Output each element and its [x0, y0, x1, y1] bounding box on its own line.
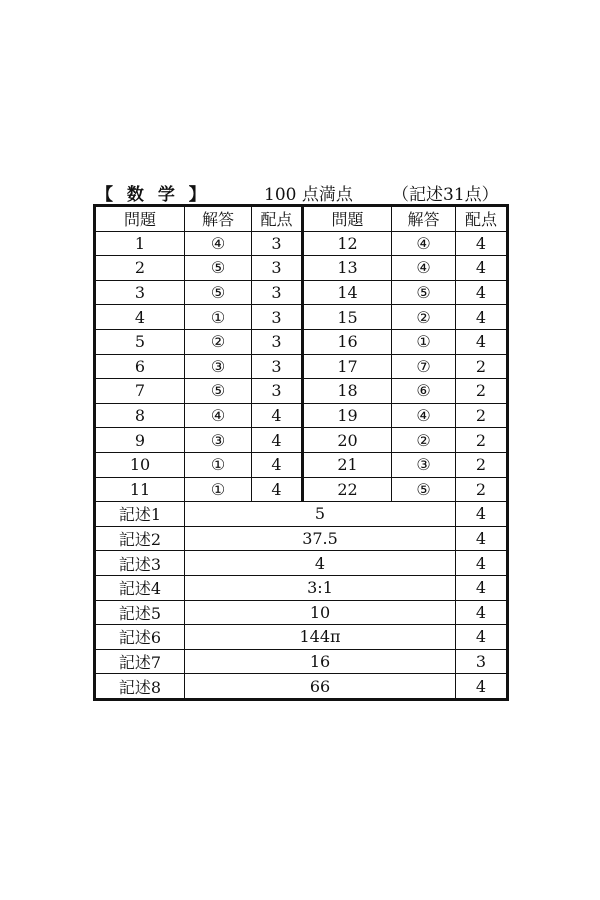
table-row — [95, 452, 508, 477]
descriptive-row — [95, 625, 508, 650]
points-value: 2 — [456, 477, 508, 502]
points-value: 4 — [456, 674, 508, 700]
points-value: 2 — [456, 379, 508, 404]
descriptive-answer: 10 — [185, 600, 456, 625]
answer-key-header — [96, 180, 506, 204]
answer-choice: ④ — [185, 231, 252, 256]
header-row — [95, 206, 508, 232]
descriptive-label: 記述4 — [95, 575, 185, 600]
table-row — [95, 477, 508, 502]
points-value: 3 — [252, 329, 303, 354]
question-number: 19 — [303, 403, 392, 428]
points-value: 4 — [456, 551, 508, 576]
points-value: 4 — [252, 452, 303, 477]
table-row — [95, 354, 508, 379]
question-number: 12 — [303, 231, 392, 256]
question-number: 15 — [303, 305, 392, 330]
descriptive-answer: 66 — [185, 674, 456, 700]
points-value: 4 — [456, 231, 508, 256]
answer-choice: ⑤ — [392, 477, 456, 502]
points-value: 4 — [456, 502, 508, 527]
answer-choice: ② — [392, 428, 456, 453]
question-number: 5 — [95, 329, 185, 354]
descriptive-row — [95, 649, 508, 674]
points-value: 4 — [456, 575, 508, 600]
descriptive-answer: 3:1 — [185, 575, 456, 600]
answer-choice: ① — [185, 452, 252, 477]
points-value: 3 — [252, 280, 303, 305]
descriptive-label: 記述3 — [95, 551, 185, 576]
table-row — [95, 403, 508, 428]
subject-title: 【 数 学 】 — [96, 185, 210, 205]
question-number: 16 — [303, 329, 392, 354]
descriptive-row — [95, 575, 508, 600]
total-score: 100 点満点 — [264, 185, 353, 205]
points-value: 4 — [456, 280, 508, 305]
table-row — [95, 305, 508, 330]
answer-choice: ① — [392, 329, 456, 354]
descriptive-answer: 16 — [185, 649, 456, 674]
answer-choice: ⑤ — [185, 256, 252, 281]
answer-choice: ④ — [185, 403, 252, 428]
answer-choice: ⑥ — [392, 379, 456, 404]
question-number: 8 — [95, 403, 185, 428]
points-value: 2 — [456, 428, 508, 453]
question-number: 2 — [95, 256, 185, 281]
descriptive-score: （記述31点） — [392, 185, 499, 205]
points-value: 4 — [252, 428, 303, 453]
answer-choice: ① — [185, 305, 252, 330]
answer-choice: ② — [392, 305, 456, 330]
col-points: 配点 — [456, 206, 508, 232]
answer-choice: ⑤ — [185, 280, 252, 305]
table-row — [95, 379, 508, 404]
points-value: 3 — [252, 305, 303, 330]
points-value: 4 — [456, 625, 508, 650]
points-value: 2 — [456, 354, 508, 379]
question-number: 1 — [95, 231, 185, 256]
question-number: 14 — [303, 280, 392, 305]
points-value: 4 — [456, 600, 508, 625]
descriptive-answer: 5 — [185, 502, 456, 527]
points-value: 3 — [252, 231, 303, 256]
descriptive-row — [95, 551, 508, 576]
table-row — [95, 256, 508, 281]
points-value: 4 — [252, 403, 303, 428]
answer-choice: ⑤ — [392, 280, 456, 305]
answer-choice: ④ — [392, 256, 456, 281]
points-value: 3 — [456, 649, 508, 674]
answer-choice: ③ — [185, 354, 252, 379]
answer-choice: ③ — [185, 428, 252, 453]
descriptive-label: 記述8 — [95, 674, 185, 700]
descriptive-answer: 144π — [185, 625, 456, 650]
question-number: 7 — [95, 379, 185, 404]
table-row — [95, 329, 508, 354]
descriptive-label: 記述7 — [95, 649, 185, 674]
answer-choice: ④ — [392, 403, 456, 428]
points-value: 2 — [456, 452, 508, 477]
question-number: 20 — [303, 428, 392, 453]
descriptive-answer: 4 — [185, 551, 456, 576]
points-value: 4 — [456, 526, 508, 551]
question-number: 22 — [303, 477, 392, 502]
answer-choice: ③ — [392, 452, 456, 477]
col-question: 問題 — [95, 206, 185, 232]
answer-choice: ⑦ — [392, 354, 456, 379]
points-value: 4 — [456, 329, 508, 354]
col-answer: 解答 — [392, 206, 456, 232]
points-value: 4 — [456, 256, 508, 281]
question-number: 17 — [303, 354, 392, 379]
descriptive-label: 記述6 — [95, 625, 185, 650]
table-row — [95, 428, 508, 453]
descriptive-row — [95, 674, 508, 700]
points-value: 3 — [252, 256, 303, 281]
table-row — [95, 231, 508, 256]
descriptive-row — [95, 526, 508, 551]
points-value: 3 — [252, 354, 303, 379]
descriptive-answer: 37.5 — [185, 526, 456, 551]
descriptive-label: 記述5 — [95, 600, 185, 625]
col-question: 問題 — [303, 206, 392, 232]
answer-choice: ⑤ — [185, 379, 252, 404]
points-value: 4 — [252, 477, 303, 502]
answer-choice: ④ — [392, 231, 456, 256]
question-number: 3 — [95, 280, 185, 305]
descriptive-row — [95, 502, 508, 527]
question-number: 13 — [303, 256, 392, 281]
points-value: 3 — [252, 379, 303, 404]
descriptive-row — [95, 600, 508, 625]
col-answer: 解答 — [185, 206, 252, 232]
points-value: 4 — [456, 305, 508, 330]
question-number: 10 — [95, 452, 185, 477]
question-number: 18 — [303, 379, 392, 404]
table-row — [95, 280, 508, 305]
question-number: 11 — [95, 477, 185, 502]
points-value: 2 — [456, 403, 508, 428]
question-number: 4 — [95, 305, 185, 330]
question-number: 21 — [303, 452, 392, 477]
answer-table — [93, 204, 509, 701]
question-number: 9 — [95, 428, 185, 453]
col-points: 配点 — [252, 206, 303, 232]
answer-choice: ① — [185, 477, 252, 502]
descriptive-label: 記述2 — [95, 526, 185, 551]
answer-choice: ② — [185, 329, 252, 354]
question-number: 6 — [95, 354, 185, 379]
descriptive-label: 記述1 — [95, 502, 185, 527]
